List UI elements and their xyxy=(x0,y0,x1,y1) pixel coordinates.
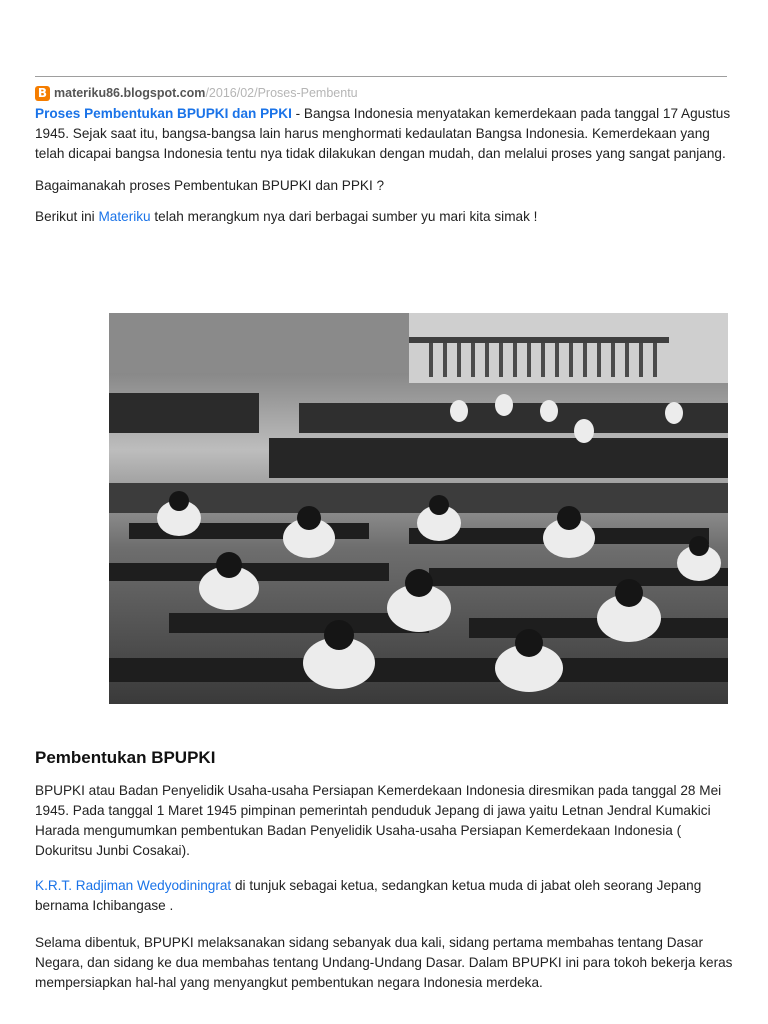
blogger-icon: B xyxy=(35,86,50,101)
bpupki-paragraph-1 xyxy=(35,781,735,861)
intro-line-2: 1945. Sejak saat itu, bangsa-bangsa lain harus menghormati kedaulatan Bangsa Indonesia. Kemerdekaan yang xyxy=(35,126,710,141)
summary-after: telah merangkum nya dari berbagai sumber yu mari kita simak ! xyxy=(150,209,538,224)
question-paragraph: Bagaimanakah proses Pembentukan BPUPKI dan PPKI ? xyxy=(35,178,385,193)
bpupki-paragraph-2 xyxy=(35,876,735,916)
section-heading: Pembentukan BPUPKI xyxy=(35,748,216,767)
intro-line-3: telah dicapai bangsa Indonesia tentu nya tidak dilakukan dengan mudah, dan melalui proses yang sangat panjang. xyxy=(35,146,726,161)
p3-line-3: mempersiapkan hal-hal yang menyangkut pembentukan negara Indonesia merdeka. xyxy=(35,975,543,990)
bpupki-paragraph-3 xyxy=(35,933,735,993)
summary-before: Berikut ini xyxy=(35,209,99,224)
bpupki-session-photo xyxy=(109,313,728,704)
summary-paragraph xyxy=(35,207,735,227)
materiku-link[interactable]: Materiku xyxy=(98,209,151,224)
p3-line-1: Selama dibentuk, BPUPKI melaksanakan sidang sebanyak dua kali, sidang pertama membahas tentang Dasar xyxy=(35,935,703,950)
source-path[interactable]: /2016/02/Proses-Pembentu xyxy=(205,86,358,100)
source-url[interactable] xyxy=(35,84,358,102)
radjiman-link[interactable]: K.R.T. Radjiman Wedyodiningrat xyxy=(35,878,232,893)
p2-line-1: di tunjuk sebagai ketua, sedangkan ketua muda di jabat oleh seorang Jepang xyxy=(231,878,702,893)
intro-paragraph xyxy=(35,104,735,164)
source-domain[interactable]: materiku86.blogspot.com xyxy=(54,86,206,100)
p1-line-1: BPUPKI atau Badan Penyelidik Usaha-usaha Persiapan Kemerdekaan Indonesia diresmikan pada tanggal 28 Mei xyxy=(35,783,722,798)
top-divider xyxy=(35,76,727,77)
p3-line-2: Negara, dan sidang ke dua membahas tentang Undang-Undang Dasar. Dalam BPUPKI ini para tokoh bekerja keras xyxy=(35,955,733,970)
p2-line-2: bernama Ichibangase . xyxy=(35,898,174,913)
p1-line-3: Harada mengumumkan pembentukan Badan Penyelidik Usaha-usaha Persiapan Kemerdekaan Indonesia ( xyxy=(35,823,682,838)
intro-line-1: - Bangsa Indonesia menyatakan kemerdekaan pada tanggal 17 Agustus xyxy=(291,106,731,121)
p1-line-4: Dokuritsu Junbi Cosakai). xyxy=(35,843,190,858)
p1-line-2: 1945. Pada tanggal 1 Maret 1945 pimpinan pemerintah penduduk Jepang di jawa yaitu Letnan Jendral Kumakici xyxy=(35,803,711,818)
article-title-link[interactable]: Proses Pembentukan BPUPKI dan PPKI xyxy=(35,106,292,121)
